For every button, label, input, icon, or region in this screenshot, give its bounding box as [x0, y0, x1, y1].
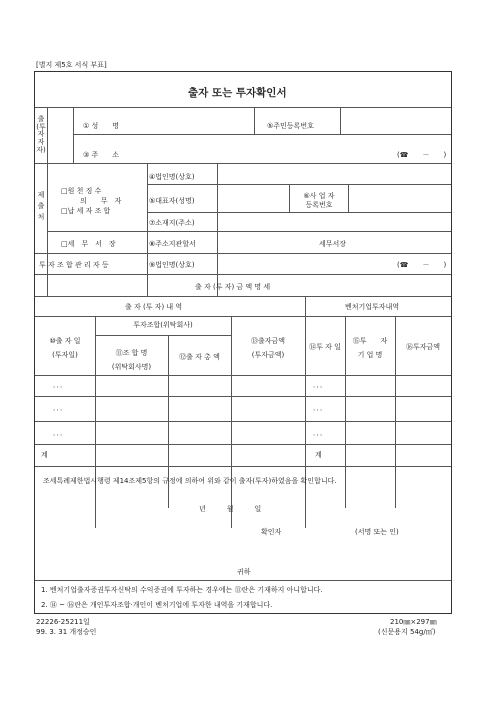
confirmer-label: 확인자	[261, 528, 282, 536]
corp-name-label: ④법인명(상호)	[149, 173, 195, 181]
divider	[35, 396, 451, 397]
confirmation-form	[34, 71, 452, 614]
col-total-investment: ⑫출 자 총 액	[179, 353, 220, 361]
col-union-name: ⑪조 합 명 (위탁회사명)	[111, 349, 152, 371]
venture-investment-header: 벤처기업투자내역	[345, 303, 400, 311]
divider	[254, 107, 255, 134]
divider	[35, 274, 451, 275]
divider	[289, 184, 290, 212]
col-company-name: ⑮투 자 기 업 명	[352, 337, 388, 359]
note-2: 2. ⑭ ~ ⑯란은 개인투자조합·개인이 벤처기업에 투자한 내역을 기재합니다.	[41, 601, 273, 609]
name-label: ① 성 명	[83, 122, 120, 130]
divider	[147, 163, 148, 296]
divider	[35, 375, 451, 376]
divider	[35, 107, 451, 108]
divider	[35, 421, 451, 422]
row1-date: ．．．	[53, 381, 67, 389]
paper-size: 210㎜×297㎜	[390, 618, 437, 626]
divider	[147, 212, 451, 213]
approval-date: 99. 3. 31 개정승인	[36, 628, 97, 636]
investment-details-header: 출 자 (투 자) 내 역	[125, 303, 183, 311]
tax-office-checkbox[interactable]: □세 무 서 장	[61, 240, 116, 248]
divider	[35, 253, 451, 254]
rrn-label: ⑤주민등록번호	[267, 122, 314, 130]
divider	[217, 163, 218, 296]
recipient-side-label: 제 출 처	[37, 191, 45, 222]
investor-side-label: 출 (투 자 자 자)	[36, 115, 46, 154]
venture-total-label: 계	[315, 451, 322, 459]
divider	[73, 107, 74, 163]
col-invest-amount: ⑬출자금액 (투자금액)	[250, 337, 286, 359]
note-1: 1. 벤처기업출자증권투자신탁의 수익증권에 투자하는 경우에는 ⑪란은 기재하지 아니합니다.	[41, 586, 323, 594]
form-code: 22226-25211일	[36, 618, 90, 626]
row3-date: ．．．	[53, 429, 67, 437]
divider	[95, 335, 231, 336]
union-corp-label: ⑨법인명(상호)	[149, 261, 195, 269]
representative-label: ⑤대표자(성명)	[149, 197, 195, 205]
col-invest-date: ⑩출 자 일 (투자일)	[49, 337, 81, 359]
confirmation-text: 조세특례제한법시행령 제14조제5항의 규정에 의하여 위와 같이 출자(투자)하였음을 확인합니다.	[43, 477, 337, 485]
col-union-group: 투자조합(위탁회사)	[133, 321, 193, 329]
col-venture-invest-date: ⑭투 자 일	[309, 343, 341, 351]
union-manager-label: 투 자 조 합 관 리 자 등	[39, 261, 109, 269]
taxpayer-union-checkbox[interactable]: □납 세 자 조 합	[61, 207, 111, 215]
tax-office-value: 세무서장	[319, 240, 347, 248]
form-tag: [별지 제5호 서식 부표]	[36, 61, 107, 69]
date-line: 년 월 일	[199, 505, 262, 513]
bizno-label: ⑥사 업 자 등록번호	[303, 192, 335, 210]
paper-type: (신문용지 54g/㎡)	[378, 628, 436, 636]
row3-venture-date: ．．．	[313, 429, 327, 437]
addressee: 귀하	[237, 568, 251, 576]
row2-date: ．．．	[53, 404, 67, 412]
statement-title: 출 자 (투 자) 금 액 명 세	[195, 283, 271, 291]
signature-label: (서명 또는 인)	[355, 528, 399, 536]
total-label: 계	[41, 451, 48, 459]
divider	[35, 296, 451, 297]
divider	[35, 580, 451, 581]
divider	[348, 184, 349, 212]
divider	[73, 134, 451, 135]
investor-phone: (☎ － )	[397, 151, 447, 159]
divider	[35, 316, 451, 317]
withholding-checkbox[interactable]: □원 천 징 수	[61, 187, 102, 195]
col-venture-amount: ⑯투자금액	[405, 343, 441, 351]
divider	[340, 107, 341, 134]
location-label: ⑦소재지(주소)	[149, 219, 195, 227]
form-title: 출자 또는 투자확인서	[188, 87, 287, 99]
address-label: ③ 주 소	[83, 151, 120, 159]
divider	[35, 466, 451, 467]
divider	[35, 163, 451, 164]
divider	[147, 184, 451, 185]
union-phone: (☎ － )	[397, 261, 447, 269]
row1-venture-date: ．．．	[313, 381, 327, 389]
withholding-label-2: 의 무 자	[80, 197, 122, 205]
row2-venture-date: ．．．	[313, 404, 327, 412]
divider	[47, 231, 451, 232]
divider	[305, 296, 306, 528]
divider	[35, 444, 451, 445]
jurisdiction-label: ⑧주소지관할서	[149, 240, 196, 248]
